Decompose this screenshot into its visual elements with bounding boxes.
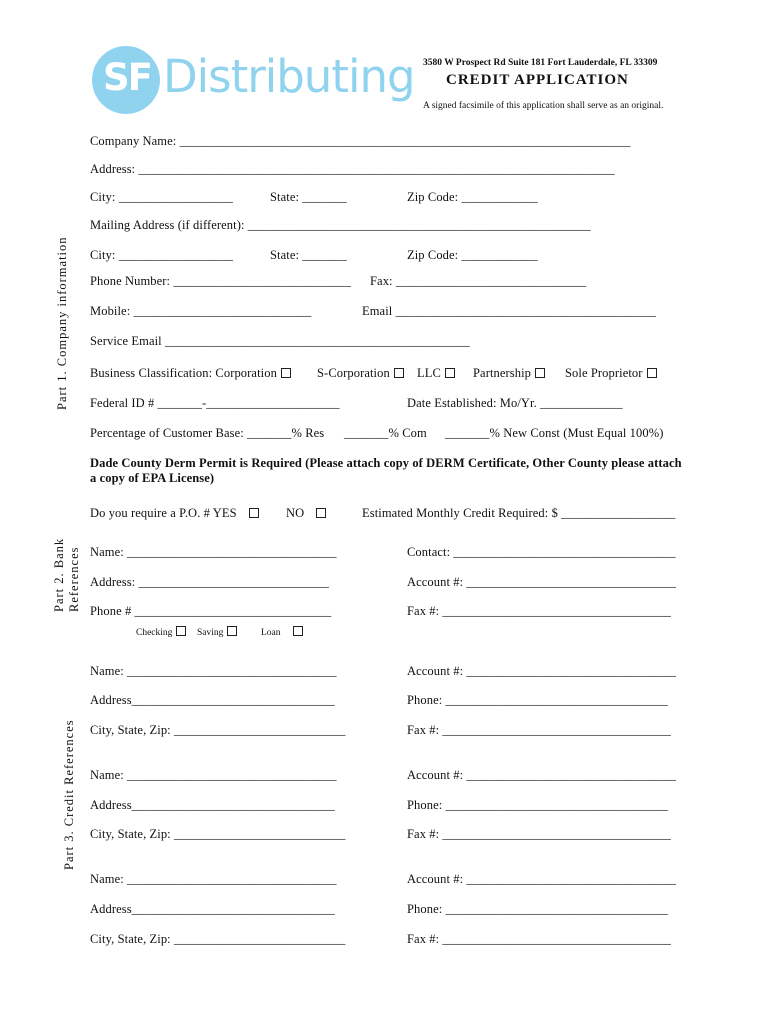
po-yes-label: Do you require a P.O. # YES (90, 506, 237, 520)
loan-checkbox[interactable] (293, 626, 303, 636)
ref1-account-field[interactable]: Account #: _________________________________ (407, 664, 676, 678)
service-email-field[interactable]: Service Email ________________________________________________ (90, 334, 470, 348)
sole-proprietor-checkbox[interactable] (647, 368, 657, 378)
s-corporation-checkbox[interactable] (394, 368, 404, 378)
ref3-fax-field[interactable]: Fax #: ____________________________________ (407, 932, 672, 946)
section-label-part3: Part 3. Credit References (62, 719, 76, 870)
llc-label: LLC (417, 366, 441, 380)
fax-field[interactable]: Fax: ______________________________ (370, 274, 587, 288)
ref3-account-field[interactable]: Account #: _________________________________ (407, 872, 676, 886)
company-name-field[interactable]: Company Name: _______________________________________________________________________ (90, 134, 631, 148)
section-label-part2b: References (67, 546, 81, 612)
bank-name-field[interactable]: Name: _________________________________ (90, 545, 337, 559)
po-no-label: NO (286, 506, 305, 520)
partnership-option (473, 366, 545, 381)
bank-fax-field[interactable]: Fax #: ____________________________________ (407, 604, 672, 618)
email-field[interactable]: Email _________________________________________ (362, 304, 656, 318)
city-field[interactable]: City: __________________ (90, 190, 234, 204)
saving-checkbox[interactable] (227, 626, 237, 636)
ref1-csz-field[interactable]: City, State, Zip: ___________________________ (90, 723, 346, 737)
ref1-name-field[interactable]: Name: _________________________________ (90, 664, 337, 678)
ref3-name-field[interactable]: Name: _________________________________ (90, 872, 337, 886)
section-label-part2a: Part 2. Bank (52, 537, 66, 612)
mailing-city-field[interactable]: City: __________________ (90, 248, 234, 262)
partnership-label: Partnership (473, 366, 532, 380)
derm-notice-line2: a copy of EPA License) (90, 471, 215, 485)
loan-label: Loan (261, 628, 281, 638)
ref2-name-field[interactable]: Name: _________________________________ (90, 768, 337, 782)
pct-res-field[interactable]: Percentage of Customer Base: _______% Res (90, 426, 325, 440)
federal-id-field[interactable]: Federal ID # _______-_____________________ (90, 396, 340, 410)
s-corporation-option (317, 366, 404, 381)
bank-account-field[interactable]: Account #: _________________________________ (407, 575, 676, 589)
page-title: CREDIT APPLICATION (446, 72, 629, 88)
ref2-csz-field[interactable]: City, State, Zip: ___________________________ (90, 827, 346, 841)
mailing-address-field[interactable]: Mailing Address (if different): ______________________________________________________ (90, 218, 591, 232)
checking-label: Checking (136, 628, 173, 638)
company-address: 3580 W Prospect Rd Suite 181 Fort Lauderdale, FL 33309 (423, 58, 658, 68)
bank-address-field[interactable]: Address: ______________________________ (90, 575, 329, 589)
section-label-part1: Part 1. Company information (55, 236, 69, 410)
mailing-state-field[interactable]: State: _______ (270, 248, 347, 262)
pct-com-field[interactable]: _______% Com (344, 426, 427, 440)
partnership-checkbox[interactable] (535, 368, 545, 378)
ref3-address-field[interactable]: Address________________________________ (90, 902, 335, 916)
po-no-option (286, 506, 326, 521)
corporation-checkbox[interactable] (281, 368, 291, 378)
state-field[interactable]: State: _______ (270, 190, 347, 204)
address-field[interactable]: Address: ___________________________________________________________________________ (90, 162, 615, 176)
loan-option (261, 626, 303, 638)
llc-option (417, 366, 455, 381)
llc-checkbox[interactable] (445, 368, 455, 378)
sole-proprietor-option (565, 366, 657, 381)
mailing-zip-field[interactable]: Zip Code: ____________ (407, 248, 538, 262)
ref1-address-field[interactable]: Address________________________________ (90, 693, 335, 707)
zip-field[interactable]: Zip Code: ____________ (407, 190, 538, 204)
po-yes-checkbox[interactable] (249, 508, 259, 518)
ref1-phone-field[interactable]: Phone: ___________________________________ (407, 693, 668, 707)
ref2-phone-field[interactable]: Phone: ___________________________________ (407, 798, 668, 812)
phone-field[interactable]: Phone Number: ____________________________ (90, 274, 352, 288)
sole-proprietor-label: Sole Proprietor (565, 366, 643, 380)
bank-phone-field[interactable]: Phone # _______________________________ (90, 604, 332, 618)
date-established-field[interactable]: Date Established: Mo/Yr. _____________ (407, 396, 623, 410)
ref1-fax-field[interactable]: Fax #: ____________________________________ (407, 723, 672, 737)
pct-new-field[interactable]: _______% New Const (Must Equal 100%) (445, 426, 664, 440)
derm-notice-line1: Dade County Derm Permit is Required (Please attach copy of DERM Certificate, Other County please attach (90, 456, 682, 470)
checking-option (136, 626, 186, 638)
po-no-checkbox[interactable] (316, 508, 326, 518)
checking-checkbox[interactable] (176, 626, 186, 636)
ref2-fax-field[interactable]: Fax #: ____________________________________ (407, 827, 672, 841)
ref2-address-field[interactable]: Address________________________________ (90, 798, 335, 812)
logo-wordmark: Distributing (163, 50, 415, 103)
s-corporation-label: S-Corporation (317, 366, 390, 380)
logo-initials: SF (103, 56, 151, 99)
po-question (90, 506, 259, 521)
business-classification (90, 366, 291, 381)
facsimile-note: A signed facsimile of this application shall serve as an original. (423, 101, 664, 111)
estimated-credit-field[interactable]: Estimated Monthly Credit Required: $ __________________ (362, 506, 676, 520)
bank-contact-field[interactable]: Contact: ___________________________________ (407, 545, 676, 559)
ref3-phone-field[interactable]: Phone: ___________________________________ (407, 902, 668, 916)
ref3-csz-field[interactable]: City, State, Zip: ___________________________ (90, 932, 346, 946)
business-classification-label: Business Classification: Corporation (90, 366, 277, 380)
saving-option (197, 626, 237, 638)
saving-label: Saving (197, 628, 224, 638)
mobile-field[interactable]: Mobile: ____________________________ (90, 304, 312, 318)
ref2-account-field[interactable]: Account #: _________________________________ (407, 768, 676, 782)
